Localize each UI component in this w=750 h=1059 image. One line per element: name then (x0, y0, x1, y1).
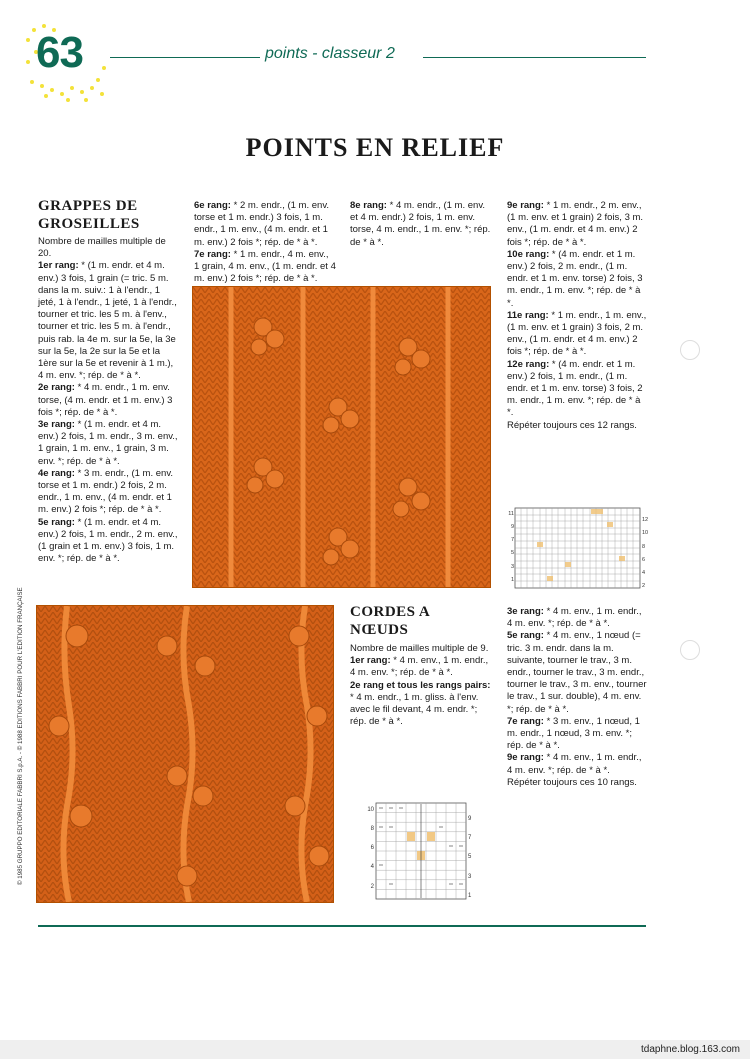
row-text: * (1 m. endr. et 4 m. env.) 3 fois, 1 grain (= tric. 5 m. dans la m. suiv.: 1 à l'endr., 1 jeté, 1 à l'endr., 1 jeté, 1 à l'endr., tourner et tric. les 5 m. à l'env., tourner et tric. les 5 m. à l'endr., puis rab. la 4e m. sur la 5e, la 3e sur la 5e, la 2e sur la 5e et la 1ère sur la 5e et revenir à 1 m.), 4 m. env. *; rép. de * à *. (38, 260, 177, 382)
row-label: 9e rang: (507, 752, 544, 764)
row-text: * 3 m. env., 1 nœud, 1 m. endr., 1 nœud, 3 m. env. *; rép. de * à *. (507, 715, 640, 752)
grappes-photo (192, 286, 491, 588)
row-label: 9e rang: (507, 200, 544, 211)
series-title: points - classeur 2 (265, 45, 395, 62)
page-number: 63 (36, 28, 83, 77)
row-label: 1er rang: (38, 260, 79, 272)
grappes-row-12 (507, 359, 649, 420)
grappes-row-10 (507, 249, 649, 310)
footer-bar (0, 1040, 750, 1059)
row-text: * (4 m. endr. et 1 m. env.) 2 fois, 2 m. endr., (1 m. endr. et 1 m. env. torse) 2 fois, 3 m. endr., 1 m. env. *; rép. de * à *. (507, 248, 643, 309)
chart-row-label: 6 (370, 845, 374, 851)
chart-row-label: 2 (642, 583, 646, 589)
row-text: * 4 m. env., 1 nœud (= tric. 3 m. endr. dans la m. suivante, tourner le trav., 3 m. endr., tourner le trav., 3 m. endr., tourner le trav., 3 m. env., tourner le trav., 1 sur. double), 4 m. env. *; rép. de * à *. (507, 630, 647, 715)
grappes-title-line1: GRAPPES DE (38, 198, 138, 214)
footer-watermark-url: tdaphne.blog.163.com (641, 1044, 740, 1055)
grappes-column-2 (194, 200, 336, 285)
grappes-row-7 (194, 249, 336, 286)
chart-row-label: 6 (642, 557, 646, 563)
cordes-column-4 (507, 606, 649, 789)
grappes-row-3 (38, 419, 180, 468)
cordes-row-1 (350, 655, 492, 679)
cordes-title-line2: NŒUDS (350, 622, 409, 638)
grappes-row-2 (38, 382, 180, 419)
row-label: 8e rang: (350, 200, 387, 211)
page-title: POINTS EN RELIEF (245, 133, 505, 162)
grappes-row-11 (507, 310, 649, 359)
row-text: * 4 m. env., 1 m. endr., 4 m. env. *; rép. de * à *. (350, 655, 489, 679)
chart-row-label: 4 (642, 570, 646, 576)
row-label: 1er rang: (350, 655, 391, 667)
grappes-intro: Nombre de mailles multiple de 20. (38, 236, 166, 260)
row-label: 7e rang: (194, 248, 231, 260)
row-text: * (4 m. endr. et 1 m. env.) 2 fois, 1 m. endr., (1 m. endr. et 1 m. env. torse) 3 fois, 2 m. endr., 1 m. env. *; rép. de * à *. (507, 358, 643, 419)
row-label: 5e rang: (507, 630, 544, 642)
row-text: * 4 m. env., 1 m. endr., 4 m. env. *; rép. de * à *. (507, 606, 642, 630)
cordes-row-7 (507, 716, 649, 753)
chart-row-label: 9 (468, 816, 472, 822)
chart-row-label: 1 (468, 893, 472, 899)
chart-row-label: 11 (508, 511, 514, 517)
cordes-row-3 (507, 606, 649, 630)
row-text: * 3 m. endr., (1 m. env. torse et 1 m. endr.) 2 fois, 2 m. endr., 1 m. env., (4 m. endr. et 1 m. env.) 2 fois *; rép. de * à *. (38, 467, 173, 516)
grappes-row-5 (38, 517, 180, 566)
copyright-notice: © 1985 GRUPPO EDITORIALE FABBRI S.p.A. - © 1988 EDITIONS FABBRI POUR L'EDITION FRANÇAISE (17, 587, 24, 885)
row-label: 3e rang: (507, 606, 544, 617)
row-label: 12e rang: (507, 358, 550, 370)
chart-row-label: 12 (642, 517, 649, 523)
header-rule-left (110, 57, 260, 58)
row-label: 6e rang: (194, 200, 231, 211)
grappes-row-1 (38, 260, 180, 382)
grappes-row-4 (38, 468, 180, 517)
grappes-title-line2: GROSEILLES (38, 216, 140, 232)
cordes-chart (366, 800, 481, 902)
grappes-column-4 (507, 200, 649, 432)
binder-hole-mark (680, 340, 700, 360)
cordes-row-9 (507, 752, 649, 776)
row-label: 4e rang: (38, 467, 75, 479)
cordes-repeat: Répéter toujours ces 10 rangs. (507, 776, 637, 788)
grappes-row-8 (350, 200, 492, 249)
row-text: * 4 m. env., 1 m. endr., 4 m. env. *; rép. de * à *. (507, 752, 642, 776)
chart-row-label: 5 (510, 550, 514, 556)
grappes-row-6 (194, 200, 336, 249)
grappes-column-1 (38, 236, 180, 565)
chart-row-label: 10 (367, 807, 374, 813)
row-label: 2e rang et tous les rangs pairs: (350, 679, 491, 691)
chart-row-label: 9 (510, 524, 514, 530)
row-text: * 1 m. endr., 4 m. env., 1 grain, 4 m. env., (1 m. endr. et 4 m. env.) 2 fois *; rép. de * à *. (194, 248, 336, 285)
row-label: 11e rang: (507, 309, 549, 321)
header-rule-right (423, 57, 646, 58)
binder-hole-mark (680, 640, 700, 660)
row-text: * 1 m. endr., 1 m. env., (1 m. env. et 1 grain) 3 fois, 2 m. env., (1 m. endr. et 4 m. env.) 2 fois *; rép. de * à *. (507, 309, 647, 358)
cordes-intro: Nombre de mailles multiple de 9. (350, 643, 489, 654)
cordes-photo (36, 605, 334, 903)
chart-row-label: 3 (510, 564, 514, 570)
grappes-row-9 (507, 200, 649, 249)
chart-row-label: 5 (468, 854, 472, 860)
grappes-title (38, 197, 178, 233)
row-text: * 4 m. endr., (1 m. env. et 4 m. endr.) 2 fois, 1 m. env. torse, 4 m. endr., 1 m. env. *; rép. de * à *. (350, 200, 491, 248)
row-label: 10e rang: (507, 248, 550, 260)
chart-row-label: 7 (468, 835, 472, 841)
chart-row-label: 10 (642, 530, 649, 536)
row-text: * 2 m. endr., (1 m. env. torse et 1 m. endr.) 3 fois, 1 m. endr., 1 m. env., (4 m. endr. et 1 m. env.) 2 fois *; rép. de * à *. (194, 200, 329, 248)
cordes-title (350, 603, 490, 639)
grappes-repeat: Répéter toujours ces 12 rangs. (507, 419, 637, 431)
row-label: 3e rang: (38, 419, 75, 431)
row-label: 7e rang: (507, 715, 544, 727)
grappes-chart (507, 506, 652, 591)
row-label: 2e rang: (38, 382, 75, 394)
row-text: * 4 m. endr., 1 m. env. torse, (4 m. endr. et 1 m. env.) 3 fois *; rép. de * à *. (38, 382, 173, 418)
chart-row-label: 1 (510, 577, 514, 583)
grappes-column-3 (350, 200, 492, 249)
bottom-rule (38, 925, 646, 927)
chart-row-label: 3 (468, 874, 472, 880)
row-text: * (1 m. endr. et 4 m. env.) 2 fois, 1 m. endr., 2 m. env., (1 grain et 1 m. env.) 3 fois, 1 m. env. *; rép. de * à *. (38, 516, 178, 565)
row-text: * (1 m. endr. et 4 m. env.) 2 fois, 1 m. endr., 3 m. env., 1 grain, 1 m. env., 1 grain, 3 m. env. *; rép. de * à *. (38, 419, 178, 467)
row-text: * 1 m. endr., 2 m. env., (1 m. env. et 1 grain) 2 fois, 3 m. env., (1 m. endr. et 4 m. env.) 2 fois *; rép. de * à *. (507, 200, 644, 248)
chart-row-label: 4 (370, 864, 374, 870)
chart-row-label: 7 (510, 537, 514, 543)
cordes-row-2 (350, 680, 492, 729)
row-label: 5e rang: (38, 516, 75, 528)
cordes-row-5 (507, 630, 649, 715)
row-text: * 4 m. endr., 1 m. gliss. à l'env. avec le fil devant, 4 m. endr. *; rép. de * à *. (350, 691, 479, 728)
chart-row-label: 8 (370, 826, 374, 832)
cordes-title-line1: CORDES A (350, 604, 431, 620)
chart-row-label: 2 (370, 884, 374, 890)
cordes-column-3 (350, 643, 492, 728)
chart-row-label: 8 (642, 544, 646, 550)
